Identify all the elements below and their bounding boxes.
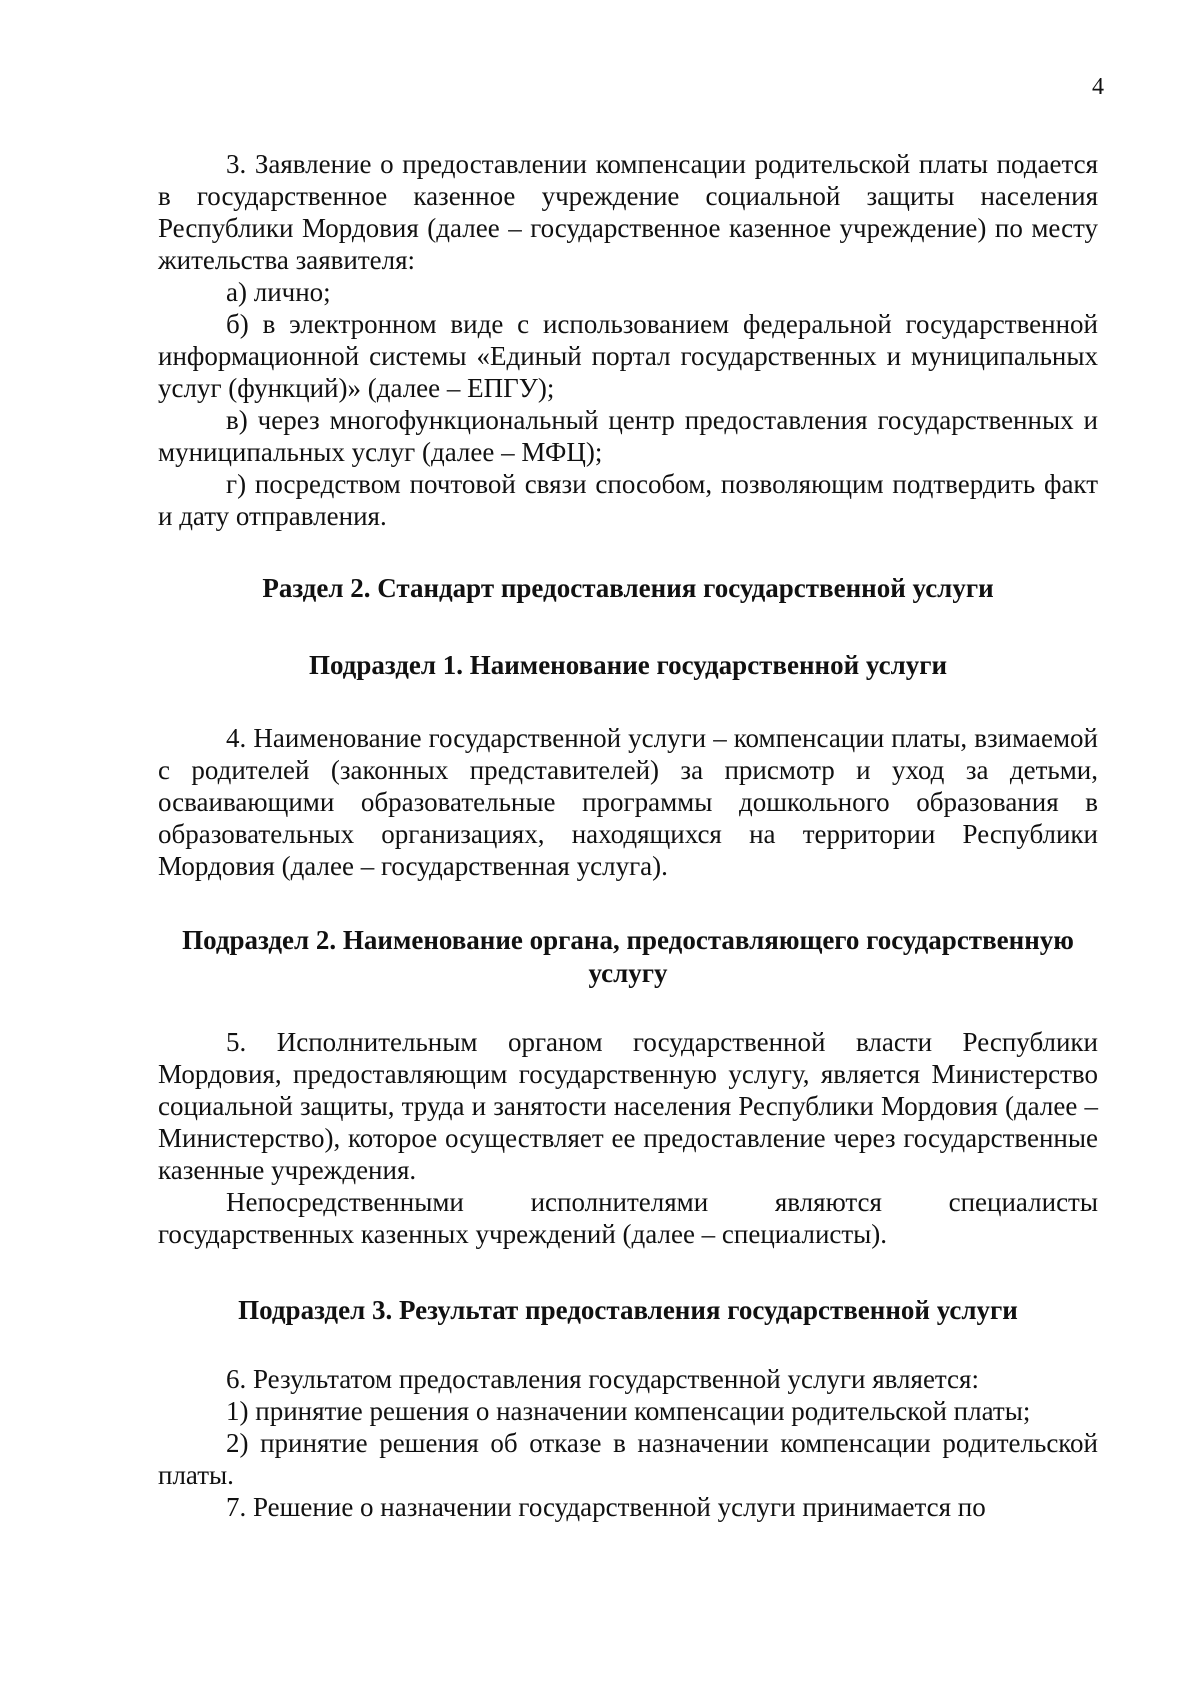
paragraph-5-executors: Непосредственными исполнителями являются специалисты государственных казенных учреждений (далее – специалисты).: [158, 1187, 1098, 1249]
document-body: [158, 148, 1098, 1523]
paragraph-3a: а) лично;: [226, 277, 331, 307]
paragraph-3b: б) в электронном виде с использованием федеральной государственной информационной системы «Единый портал государственных и муниципальных услуг (функций)» (далее – ЕПГУ);: [158, 309, 1098, 403]
paragraph-3v: в) через многофункциональный центр предоставления государственных и муниципальных услуг (далее – МФЦ);: [158, 405, 1098, 467]
subsection-1-heading: Подраздел 1. Наименование государственной услуги: [308, 650, 948, 680]
paragraph-3g: г) посредством почтовой связи способом, позволяющим подтвердить факт и дату отправления.: [158, 469, 1098, 531]
paragraph-6-1: 1) принятие решения о назначении компенсации родительской платы;: [226, 1396, 1031, 1426]
paragraph-5: 5. Исполнительным органом государственной власти Республики Мордовия, предоставляющим государственную услугу, является Министерство социальной защиты, труда и занятости населения Республики Мордовия (далее – Министерство), которое осуществляет ее предоставление через государственные казенные учреждения.: [158, 1027, 1098, 1185]
paragraph-6-2: 2) принятие решения об отказе в назначении компенсации родительской платы.: [158, 1428, 1098, 1490]
paragraph-3: 3. Заявление о предоставлении компенсации родительской платы подается в государственное казенное учреждение социальной защиты населения Республики Мордовия (далее – государственное казенное учреждение) по месту жительства заявителя:: [158, 149, 1098, 275]
subsection-3-heading: Подраздел 3. Результат предоставления государственной услуги: [238, 1295, 1018, 1325]
paragraph-7: 7. Решение о назначении государственной услуги принимается по: [226, 1492, 986, 1522]
paragraph-4: 4. Наименование государственной услуги – компенсации платы, взимаемой с родителей (законных представителей) за присмотр и уход за детьми, осваивающими образовательные программы дошкольного образования в образовательных организациях, находящихся на территории Республики Мордовия (далее – государственная услуга).: [158, 723, 1098, 881]
paragraph-6: 6. Результатом предоставления государственной услуги является:: [226, 1364, 979, 1394]
section-2-heading: Раздел 2. Стандарт предоставления государственной услуги: [262, 573, 994, 603]
subsection-2-heading: Подраздел 2. Наименование органа, предоставляющего государственную услугу: [182, 925, 1074, 988]
page-number: 4: [1092, 74, 1104, 100]
